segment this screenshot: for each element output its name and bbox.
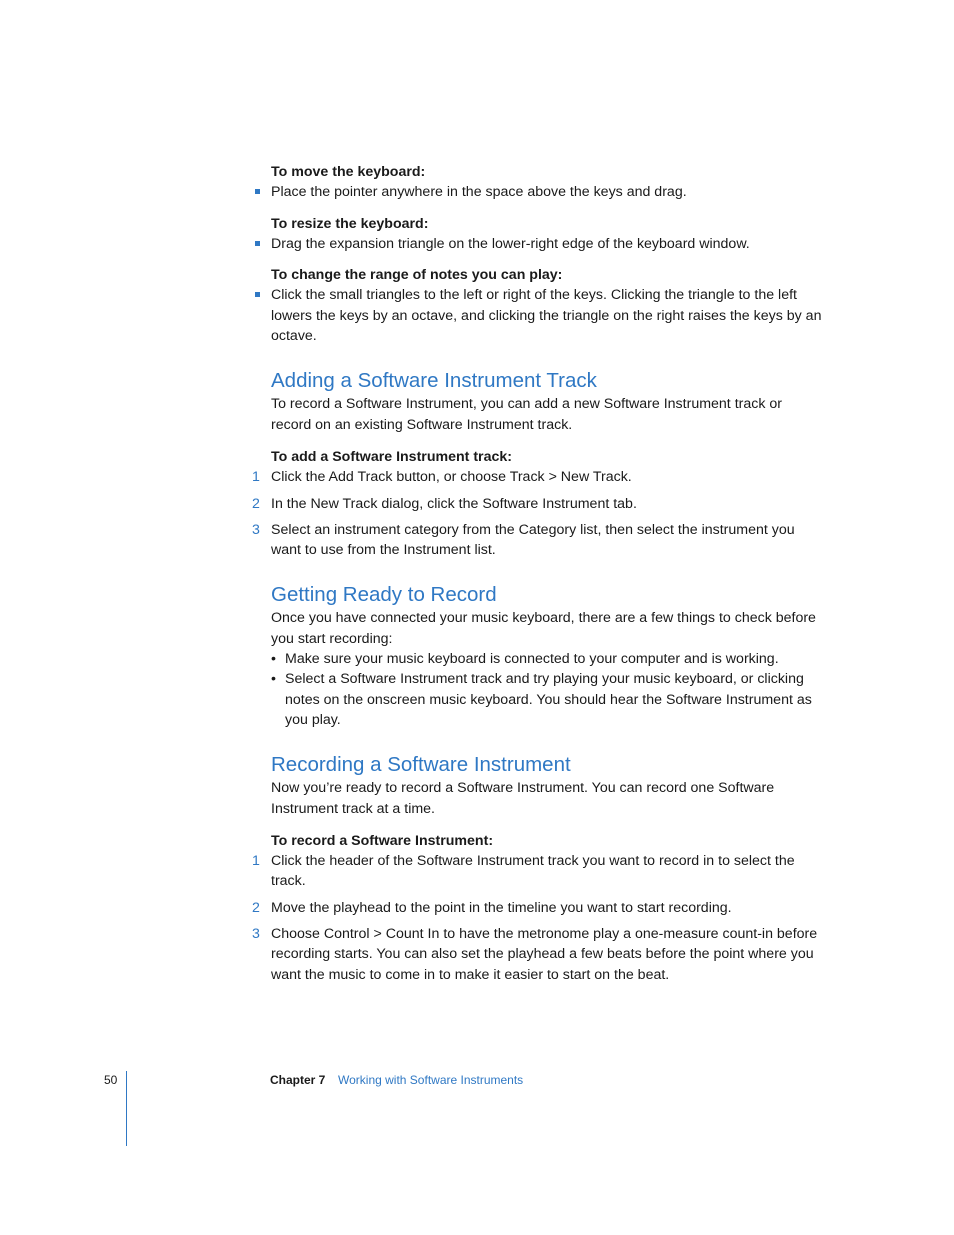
resize-keyboard-label: To resize the keyboard: — [271, 215, 429, 232]
record-instrument-steps — [252, 851, 826, 985]
getting-ready-intro: Once you have connected your music keyboard, there are a few things to check before you start recording: — [271, 610, 816, 647]
step-number: 3 — [252, 926, 260, 943]
list-item — [271, 649, 826, 669]
square-bullet-icon — [255, 189, 260, 194]
move-keyboard-list — [271, 182, 826, 202]
step-text: Choose Control > Count In to have the metronome play a one-measure count-in before recording starts. You can also set the playhead a few beats before the point where you want the music to come in to make it easier to start on the beat. — [271, 926, 818, 983]
bullet-dot-icon: • — [271, 651, 276, 668]
chapter-title: Working with Software Instruments — [338, 1073, 524, 1087]
change-range-label: To change the range of notes you can play: — [271, 267, 563, 284]
step-text: Move the playhead to the point in the timeline you want to start recording. — [271, 899, 732, 916]
getting-ready-bullets — [271, 649, 826, 730]
step-item — [252, 924, 826, 985]
add-track-steps — [252, 467, 826, 560]
step-item — [252, 467, 826, 487]
change-range-list — [271, 285, 826, 346]
list-item-text: Select a Software Instrument track and try playing your music keyboard, or clicking notes on the onscreen music keyboard. You should hear the Software Instrument as you play. — [285, 671, 812, 728]
step-item — [252, 898, 826, 918]
move-keyboard-label: To move the keyboard: — [271, 164, 426, 180]
list-item-text: Make sure your music keyboard is connected to your computer and is working. — [285, 651, 779, 668]
step-number: 2 — [252, 495, 260, 512]
list-item — [271, 669, 826, 730]
adding-track-intro: To record a Software Instrument, you can add a new Software Instrument track or record on an existing Software Instrument track. — [271, 396, 782, 433]
resize-keyboard-list — [271, 234, 826, 254]
square-bullet-icon — [255, 241, 260, 246]
list-item-text: Drag the expansion triangle on the lower-right edge of the keyboard window. — [271, 235, 750, 252]
section-heading-recording: Recording a Software Instrument — [271, 753, 571, 777]
step-item — [252, 520, 826, 561]
step-number: 2 — [252, 899, 260, 916]
bullet-dot-icon: • — [271, 671, 276, 688]
step-number: 3 — [252, 521, 260, 538]
list-item — [271, 234, 826, 254]
add-track-label: To add a Software Instrument track: — [271, 448, 512, 465]
section-heading-adding-track: Adding a Software Instrument Track — [271, 369, 597, 393]
chapter-label: Chapter 7 — [270, 1073, 326, 1087]
step-number: 1 — [252, 469, 260, 486]
list-item-text: Place the pointer anywhere in the space above the keys and drag. — [271, 184, 687, 201]
list-item — [271, 182, 826, 202]
list-item — [271, 285, 826, 346]
page-number: 50 — [104, 1073, 118, 1087]
record-instrument-label: To record a Software Instrument: — [271, 832, 494, 849]
step-item — [252, 494, 826, 514]
step-text: Click the Add Track button, or choose Track > New Track. — [271, 469, 632, 486]
footer-rule — [126, 1071, 127, 1146]
step-number: 1 — [252, 853, 260, 870]
section-heading-getting-ready: Getting Ready to Record — [271, 583, 497, 607]
step-text: In the New Track dialog, click the Software Instrument tab. — [271, 495, 637, 512]
page-content — [252, 162, 826, 985]
recording-intro: Now you’re ready to record a Software Instrument. You can record one Software Instrument track at a time. — [271, 780, 775, 817]
square-bullet-icon — [255, 292, 260, 297]
step-item — [252, 851, 826, 892]
list-item-text: Click the small triangles to the left or right of the keys. Clicking the triangle to the left lowers the keys by an octave, and clicking the triangle on the right raises the keys by an octave. — [271, 287, 822, 345]
step-text: Select an instrument category from the Category list, then select the instrument you want to use from the Instrument list. — [271, 521, 795, 559]
step-text: Click the header of the Software Instrument track you want to record in to select the track. — [271, 853, 795, 890]
